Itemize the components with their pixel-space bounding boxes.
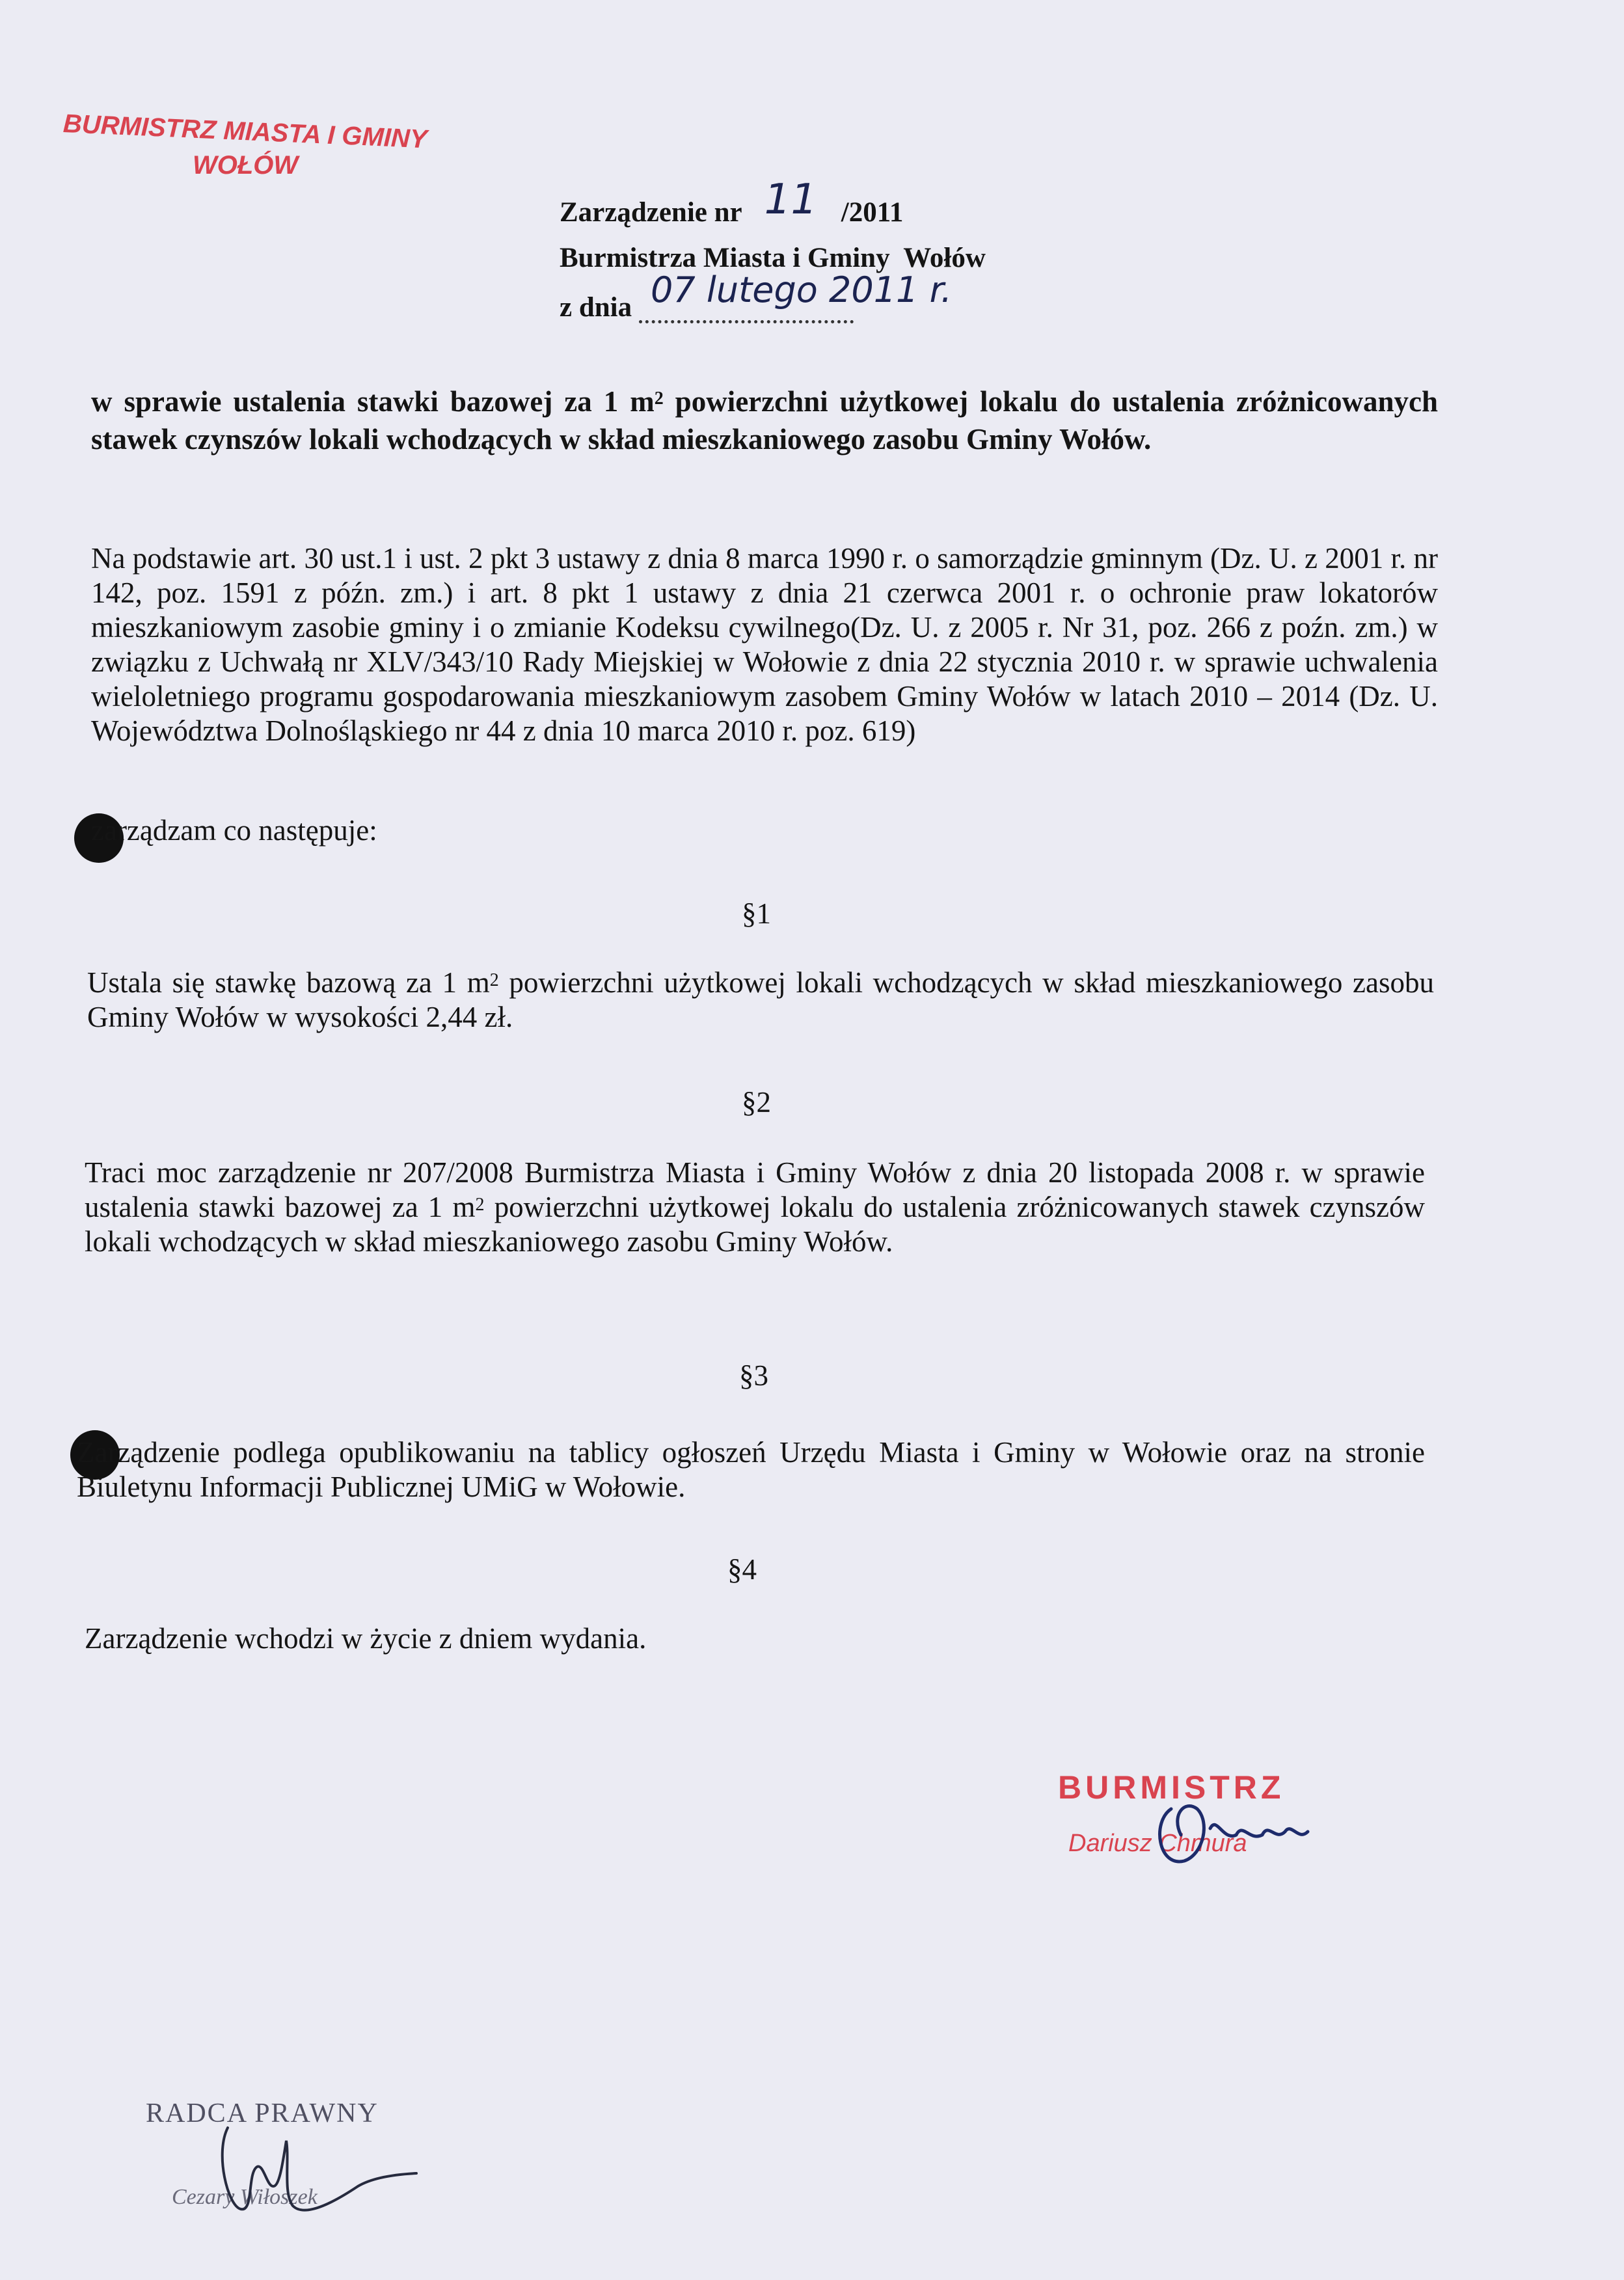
section-2-heading: §2: [742, 1086, 771, 1119]
section-2-part2: powierzchni użytkowej lokalu do ustalenia zróżnicowanych stawek czynszów lokali wchodzących w skład mieszkaniowego zasobu Gminy Wołów.: [85, 1191, 1426, 1258]
document-title: [560, 176, 904, 232]
date-line: [560, 269, 952, 323]
ordering-line: zarządzam co następuje:: [91, 814, 377, 847]
document-subject: [91, 383, 1438, 458]
mayor-stamp: [1048, 1757, 1412, 1887]
section-4-text: Zarządzenie wchodzi w życie z dniem wydania.: [85, 1622, 647, 1655]
legal-signature: [143, 2095, 442, 2238]
legal-advisor-stamp: [143, 2095, 468, 2245]
mayor-stamp-title: BURMISTRZ: [1058, 1769, 1285, 1806]
section-2-text: [85, 1156, 1425, 1259]
section-1-part2: powierzchni użytkowej lokali wchodzących w skład mieszkaniowego zasobu Gminy Wołów w wysokości 2,44 zł.: [87, 966, 1434, 1033]
legal-basis-paragraph: Na podstawie art. 30 ust.1 i ust. 2 pkt 3 ustawy z dnia 8 marca 1990 r. o samorządzie gminnym (Dz. U. z 2001 r. nr 142, poz. 1591 z późn. zm.) i art. 8 pkt 1 ustawy z dnia 21 czerwca 2001 r. o ochronie praw lokatorów mieszkaniowym zasobie gminy i o zmianie Kodeksu cywilnego(Dz. U. z 2005 r. Nr 31, poz. 266 z poźn. zm.) w związku z Uchwałą nr XLV/343/10 Rady Miejskiej w Wołowie z dnia 22 stycznia 2010 r. w sprawie uchwalenia wieloletniego programu gospodarowania mieszkaniowym zasobem Gminy Wołów w latach 2010 – 2014 (Dz. U. Województwa Dolnośląskiego nr 44 z dnia 10 marca 2010 r. poz. 619): [91, 542, 1438, 747]
subject-part2: powierzchni użytkowej lokalu do ustalenia zróżnicowanych stawek czynszów lokali wchodzących w skład mieszkaniowego zasobu Gminy Wołów.: [91, 385, 1438, 455]
section-3-heading: §3: [739, 1359, 768, 1392]
handwritten-date: 07 lutego 2011 r.: [651, 269, 952, 310]
handwritten-number: 11: [764, 176, 818, 224]
title-prefix: Zarządzenie nr: [560, 197, 742, 228]
section-1-heading: §1: [742, 897, 771, 930]
date-prefix: z dnia: [560, 292, 632, 323]
section-1-sup: 2: [489, 970, 499, 990]
section-1-part1: Ustala się stawkę bazową za 1 m: [87, 966, 490, 999]
section-2-sup: 2: [475, 1195, 485, 1215]
section-2-part1: Traci moc zarządzenie nr 207/2008 Burmistrza Miasta i Gminy Wołów z dnia 20 listopada 2008 r. w sprawie ustalenia stawki bazowej za 1 m: [85, 1156, 1425, 1223]
subject-part1: w sprawie ustalenia stawki bazowej za 1 m: [91, 385, 655, 418]
office-stamp: [64, 109, 428, 187]
title-suffix: /2011: [841, 197, 904, 228]
section-1-text: [87, 966, 1434, 1035]
issuer-line: Burmistrza Miasta i Gminy Wołów: [560, 243, 986, 273]
section-4-heading: §4: [727, 1553, 757, 1586]
office-stamp-line1: BURMISTRZ MIASTA I GMINY: [62, 109, 428, 154]
mayor-stamp-name: Dariusz Chmura: [1068, 1830, 1247, 1857]
mayor-signature: [1145, 1770, 1405, 1887]
legal-stamp-title: RADCA PRAWNY: [146, 2098, 379, 2128]
office-stamp-line2: WOŁÓW: [193, 151, 299, 180]
subject-sup: 2: [654, 388, 664, 409]
section-3-text: Zarządzenie podlega opublikowaniu na tablicy ogłoszeń Urzędu Miasta i Gminy w Wołowie oraz na stronie Biuletynu Informacji Publicznej UMiG w Wołowie.: [77, 1436, 1425, 1503]
legal-stamp-name: Cezary Wiłoszek: [172, 2185, 318, 2209]
